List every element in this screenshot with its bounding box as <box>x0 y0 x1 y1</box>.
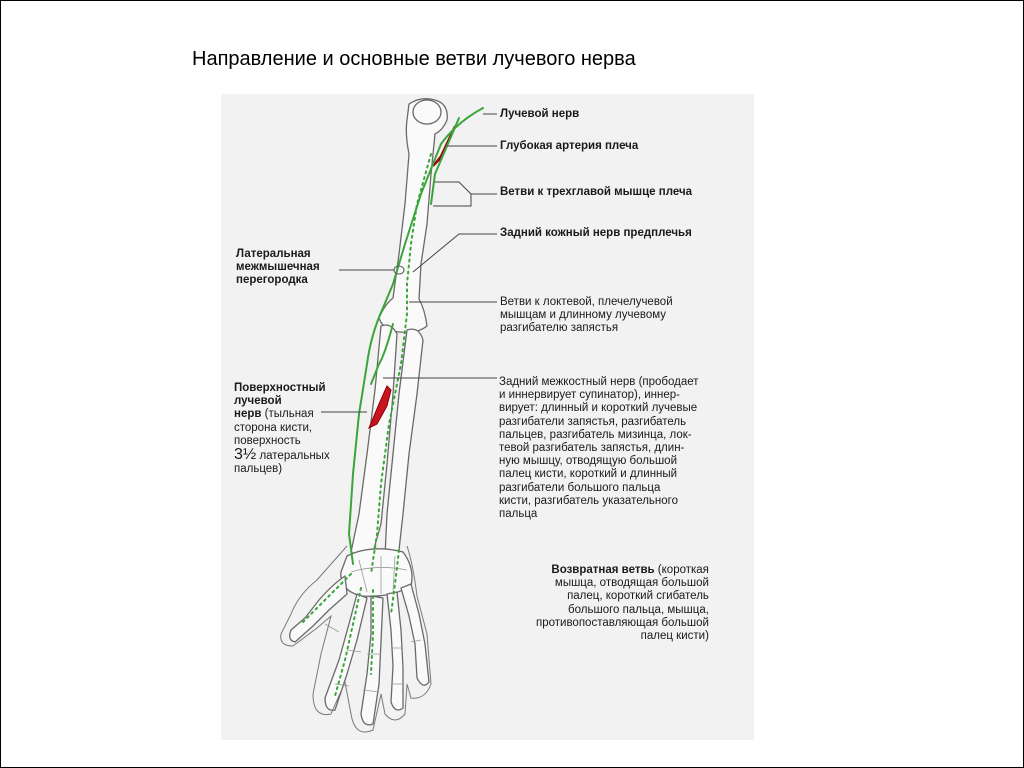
leader-posterior-cutaneous <box>413 234 497 272</box>
recurrent-first-rest: (короткая <box>654 564 709 576</box>
label-posterior-cutaneous: Задний кожный нерв предплечья <box>500 227 692 239</box>
label-lateral-septum <box>236 248 320 288</box>
superficial-fraction-line <box>234 448 330 463</box>
superficial-fraction: 3½ <box>234 446 257 464</box>
ring-finger <box>387 592 403 710</box>
label-recurrent-branch <box>536 564 709 643</box>
superficial-title-line: Поверхностный <box>234 382 326 394</box>
recurrent-title: Возвратная ветвь <box>551 564 655 576</box>
interosseous-line: разгибатели запястья, разгибатель <box>499 415 687 428</box>
interosseous-line: пальца <box>499 508 538 521</box>
recurrent-line: палец кисти) <box>640 630 709 643</box>
superficial-line: сторона кисти, <box>234 421 313 434</box>
label-deep-artery: Глубокая артерия плеча <box>500 140 639 152</box>
slide-title: Направление и основные ветви лучевого нерва <box>192 48 636 70</box>
recurrent-line: противопоставляющая большой <box>536 616 709 629</box>
label-radial-nerve: Лучевой нерв <box>500 108 580 120</box>
superficial-nerve-word: нерв <box>234 408 262 421</box>
interosseous-line: тевой разгибатель запястья, длин- <box>499 442 685 455</box>
label-posterior-interosseous <box>499 376 699 521</box>
superficial-line3-rest: (тыльная <box>261 408 314 421</box>
interosseous-line: и иннервирует супинатор), иннер- <box>499 389 680 402</box>
interosseous-line: вирует: длинный и короткий лучевые <box>499 402 698 415</box>
septum-line: межмышечная <box>236 261 320 274</box>
little-finger <box>401 584 429 685</box>
leader-triceps <box>433 182 497 206</box>
interosseous-line: разгибатели большого пальца <box>499 481 661 494</box>
label-superficial-radial-nerve <box>234 382 330 476</box>
superficial-line-3 <box>234 408 330 421</box>
label-triceps-branches: Ветви к трехглавой мышце плеча <box>500 186 693 198</box>
interosseous-line: пальцев, разгибатель мизинца, лок- <box>499 428 692 441</box>
recurrent-line: большого пальца, мышца, <box>568 603 709 616</box>
label-elbow-branches-line: Ветви к локтевой, плечелучевой <box>500 296 673 308</box>
label-elbow-branches-line: разгибателю запястья <box>500 322 619 335</box>
superficial-line: поверхность <box>234 434 301 447</box>
interosseous-line: Задний межкостный нерв (прободает <box>499 376 699 388</box>
recurrent-line: палец, короткий сгибатель <box>567 590 709 603</box>
interosseous-line: кисти, разгибатель указательного <box>499 494 679 507</box>
recurrent-line: мышца, отводящая большой <box>554 577 709 590</box>
septum-line: перегородка <box>236 274 308 287</box>
interosseous-line: ную мышцу, отводящую большой <box>499 455 678 468</box>
superficial-last-line: пальцев) <box>234 463 283 476</box>
recurrent-first-line <box>536 564 709 577</box>
septum-line: Латеральная <box>236 248 311 260</box>
label-elbow-branches <box>500 296 673 336</box>
superficial-fraction-rest: латеральных <box>256 450 330 463</box>
label-elbow-branches-line: мышцам и длинному лучевому <box>500 309 667 322</box>
superficial-title-line: лучевой <box>234 395 282 408</box>
interosseous-line: палец кисти, короткий и длинный <box>499 468 678 481</box>
humeral-head <box>413 100 441 124</box>
